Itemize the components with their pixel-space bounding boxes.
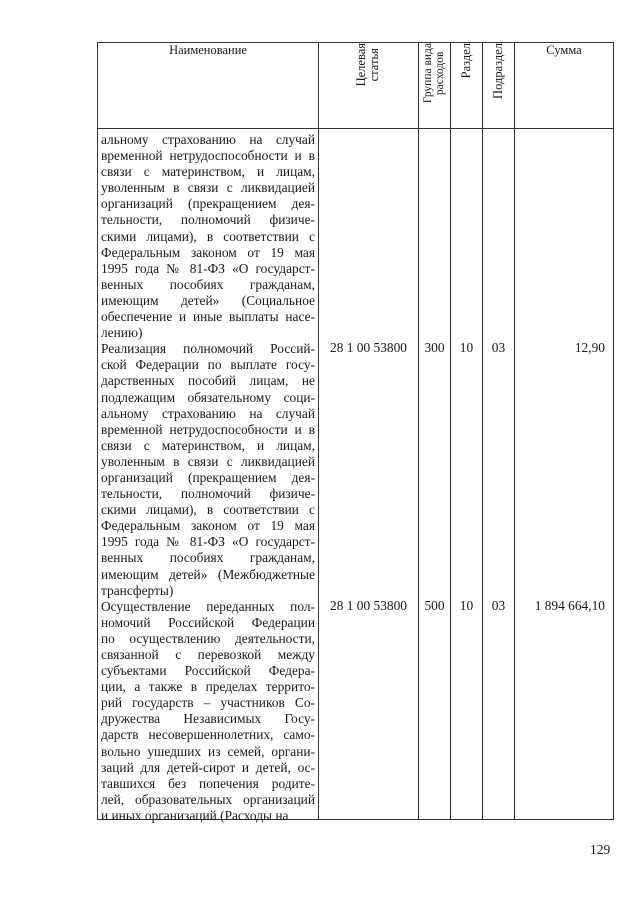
name-line: связи с материнством, и лицам, [101,164,315,180]
row-2-group: 500 [424,598,445,613]
name-line: скими лицами), в соответствии с [101,228,315,244]
name-line: вольно ушедших из семей, органи- [101,743,315,759]
name-line: дарственных пособий лицам, не [101,373,315,389]
name-line: номочий Российской Федерации [101,614,315,630]
name-line: венных пособиях гражданам, [101,276,315,292]
name-line: альному страхованию на случай [101,405,315,421]
name-line: тельности, полномочий физиче- [101,212,315,228]
header-section: Раздел [451,43,483,129]
name-line: Федеральным законом от 19 мая [101,244,315,260]
name-line: альному страхованию на случай [101,132,315,147]
table-header-row [98,43,614,129]
name-line: заций для детей-сирот и детей, ос- [101,759,315,775]
name-line: имеющим детей» (Социальное [101,292,315,308]
name-line: обеспечение и иные выплаты насе- [101,309,315,325]
header-target-article: Целевая статья [319,43,419,129]
table-body-row [98,129,614,820]
name-line: рий государств – участников Со- [101,695,315,711]
name-line: венных пособиях гражданам, [101,550,315,566]
row-2-target: 28 1 00 53800 [330,598,407,613]
page-number: 129 [590,842,611,857]
row-1-section: 10 [459,340,474,355]
name-line: трансферты) [101,582,174,598]
budget-table [97,42,614,823]
row-2-name [101,341,315,599]
group-column [419,129,451,820]
name-line: скими лицами), в соответствии с [101,502,315,518]
name-line: 1995 года № 81-ФЗ «О государст- [101,260,315,276]
target-column [319,129,419,820]
name-line: 1995 года № 81-ФЗ «О государст- [101,534,315,550]
name-line: по осуществлению деятельности, [101,630,315,646]
name-line: тавшихся без попечения родите- [101,775,315,791]
header-name: Наименование [98,43,319,129]
row-2-section: 10 [459,598,474,613]
name-line: лению) [101,325,143,341]
name-line: организаций (прекращением дея- [101,469,315,485]
name-line: дружества Независимых Госу- [101,711,315,727]
name-line: организаций (прекращением дея- [101,196,315,212]
name-line: подлежащим обязательному соци- [101,389,315,405]
name-line: субъектами Российской Федера- [101,663,315,679]
name-line: уволенным в связи с ликвидацией [101,453,315,469]
name-line: лей, образовательных организаций [101,791,315,807]
row-1-sum: 12,90 [574,340,605,355]
header-subsection: Подраздел [483,43,515,129]
header-sum: Сумма [515,43,614,129]
row-1-target: 28 1 00 53800 [330,340,407,355]
name-line: имеющим детей» (Межбюджетные [101,566,315,582]
row-names [101,132,315,824]
row-2-subsection: 03 [491,598,506,613]
name-line: ской Федерации по выплате госу- [101,357,315,373]
name-line: и иных организаций (Расходы на [101,807,289,823]
name-line: уволенным в связи с ликвидацией [101,180,315,196]
row-1-subsection: 03 [491,340,506,355]
name-line: тельности, полномочий физиче- [101,486,315,502]
row-2-sum: 1 894 664,10 [534,598,605,613]
name-line: временной нетрудоспособности и в [101,421,315,437]
row-1-group: 300 [424,340,445,355]
row-3-name [101,599,315,824]
name-line: Осуществление переданных пол- [101,598,315,614]
name-line: ции, а также в пределах террито- [101,679,315,695]
name-line: Реализация полномочий Россий- [101,341,315,357]
section-column [451,129,483,820]
header-expense-group: Группа вида расходов [419,43,451,129]
row-1-name [101,132,315,341]
name-line: связи с материнством, и лицам, [101,437,315,453]
name-line: Федеральным законом от 19 мая [101,518,315,534]
name-line: дарств несовершеннолетних, само- [101,727,315,743]
sum-column [515,129,614,820]
name-column [98,129,319,823]
name-line: временной нетрудоспособности и в [101,148,315,164]
subsection-column [483,129,515,820]
name-line: связанной с перевозкой между [101,647,315,662]
